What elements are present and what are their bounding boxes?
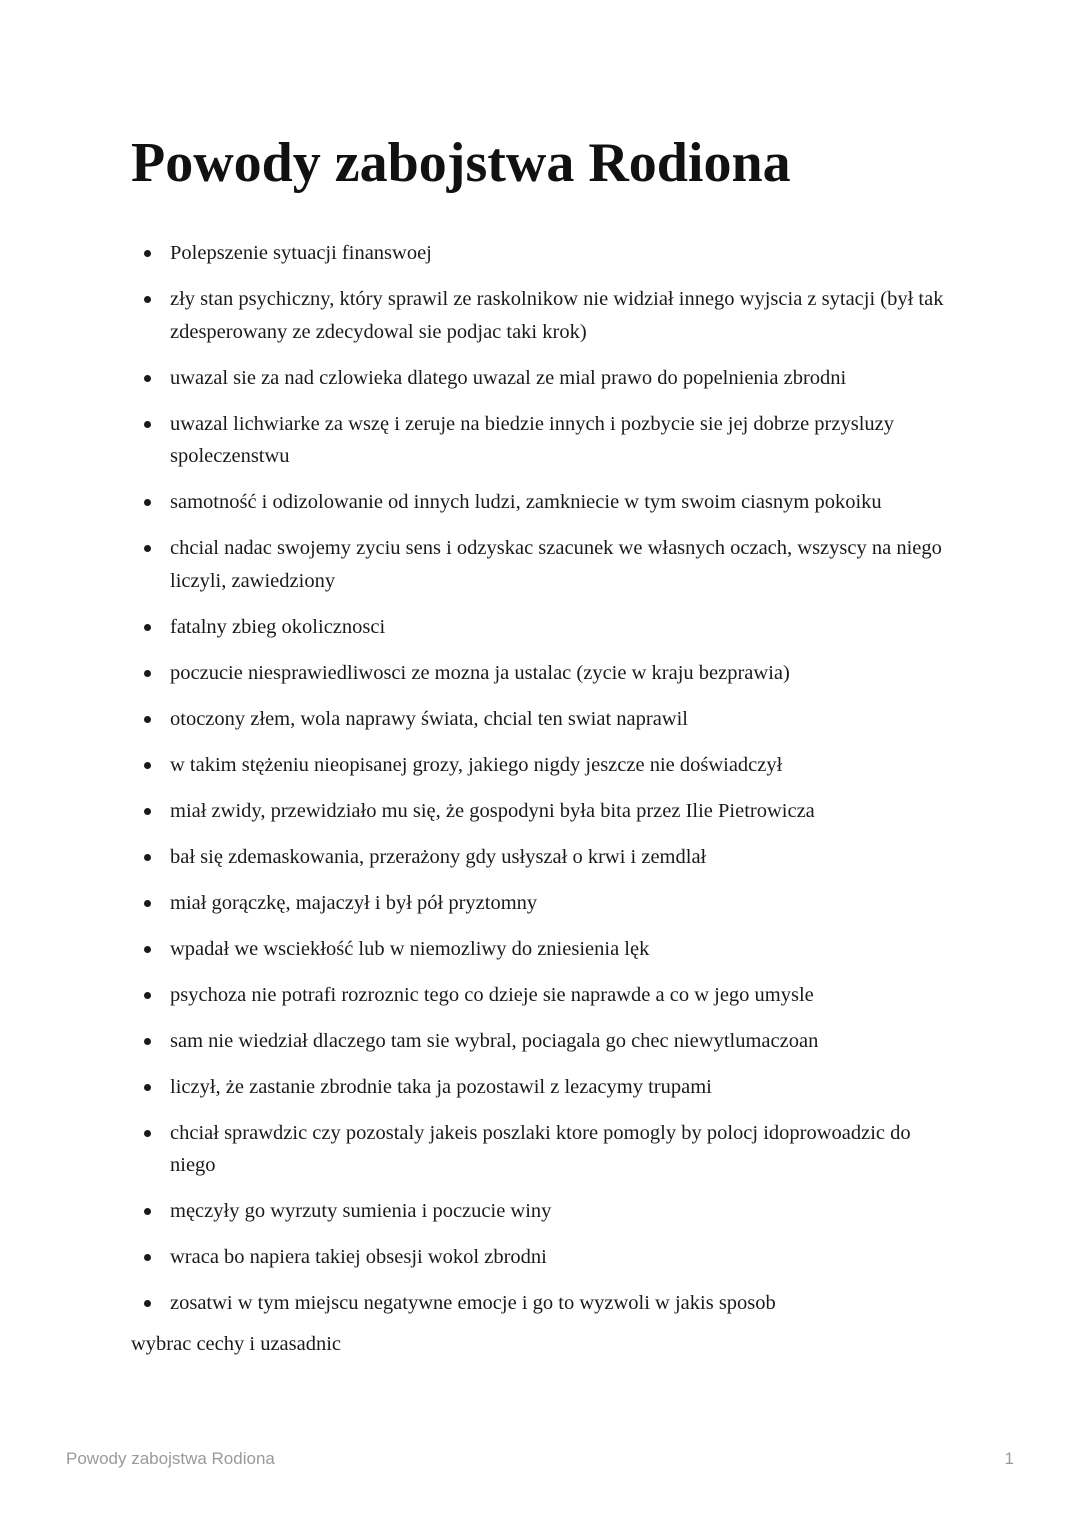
closing-note: wybrac cechy i uzasadnic: [131, 1333, 342, 1355]
list-item: wraca bo napiera takiej obsesji wokol zbrodni: [131, 1241, 951, 1274]
list-item: uwazal lichwiarke za wszę i zeruje na biedzie innych i pozbycie sie jej dobrze przysluzy spoleczenstwu: [131, 408, 951, 473]
list-item: miał gorączkę, majaczył i był pół pryztomny: [131, 887, 951, 920]
list-item: poczucie niesprawiedliwosci ze mozna ja ustalac (zycie w kraju bezprawia): [131, 657, 951, 690]
list-item: miał zwidy, przewidziało mu się, że gospodyni była bita przez Ilie Pietrowicza: [131, 795, 951, 828]
page-title: Powody zabojstwa Rodiona: [131, 132, 791, 194]
reasons-list: [131, 237, 951, 1333]
list-item: otoczony złem, wola naprawy świata, chcial ten swiat naprawil: [131, 703, 951, 736]
list-item: Polepszenie sytuacji finanswoej: [131, 237, 951, 270]
list-item: zły stan psychiczny, który sprawil ze raskolnikow nie widział innego wyjscia z sytacji (był tak zdesperowany ze zdecydowal sie podjac taki krok): [131, 283, 951, 348]
list-item: w takim stężeniu nieopisanej grozy, jakiego nigdy jeszcze nie doświadczył: [131, 749, 951, 782]
list-item: liczył, że zastanie zbrodnie taka ja pozostawil z lezacymy trupami: [131, 1071, 951, 1104]
list-item: samotność i odizolowanie od innych ludzi, zamkniecie w tym swoim ciasnym pokoiku: [131, 486, 951, 519]
list-item: fatalny zbieg okolicznosci: [131, 611, 951, 644]
list-item: zosatwi w tym miejscu negatywne emocje i go to wyzwoli w jakis sposob: [131, 1287, 951, 1320]
list-item: chcial nadac swojemy zyciu sens i odzyskac szacunek we własnych oczach, wszyscy na niego liczyli, zawiedziony: [131, 532, 951, 597]
list-item: męczyły go wyrzuty sumienia i poczucie winy: [131, 1195, 951, 1228]
list-item: bał się zdemaskowania, przerażony gdy usłyszał o krwi i zemdlał: [131, 841, 951, 874]
list-item: sam nie wiedział dlaczego tam sie wybral, pociagala go chec niewytlumaczoan: [131, 1025, 951, 1058]
footer-page-number: 1: [1004, 1449, 1014, 1468]
list-item: psychoza nie potrafi rozroznic tego co dzieje sie naprawde a co w jego umysle: [131, 979, 951, 1012]
footer-document-title: Powody zabojstwa Rodiona: [66, 1449, 275, 1468]
list-item: chciał sprawdzic czy pozostaly jakeis poszlaki ktore pomogly by polocj idoprowoadzic do niego: [131, 1117, 951, 1182]
list-item: wpadał we wsciekłość lub w niemozliwy do zniesienia lęk: [131, 933, 951, 966]
list-item: uwazal sie za nad czlowieka dlatego uwazal ze mial prawo do popelnienia zbrodni: [131, 362, 951, 395]
